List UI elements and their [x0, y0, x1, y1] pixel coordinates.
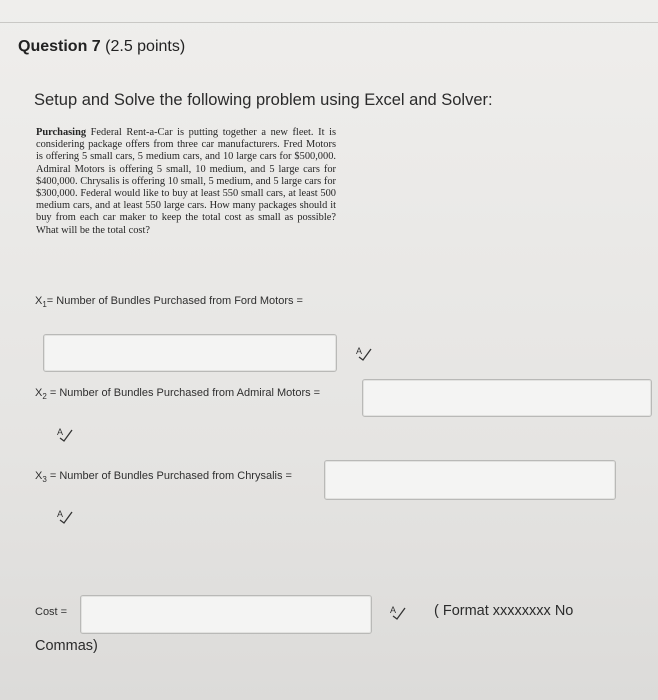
cost-input[interactable] — [80, 595, 372, 634]
problem-body: Federal Rent-a-Car is putting together a new fleet. It is considering package offers from three car manufacturers. Fred Motors is offering 5 small cars, 5 medium cars, and 10 large cars for $500,000. Admiral Motors is offering 5 small, 10 medium, and 5 large cars for $400,000. Chrysalis is offering 10 small, 5 medium, and 5 large cars for $300,000. Federal would like to buy at least 550 small cars, at least 500 medium cars, and at least 550 large cars. How many packages should it buy from each car maker to keep the total cost as small as possible? What will be the total cost? — [36, 127, 336, 236]
x2-text: = Number of Bundles Purchased from Admiral Motors = — [46, 387, 321, 399]
instruction-text: Setup and Solve the following problem using Excel and Solver: — [34, 91, 493, 109]
x1-text: = Number of Bundles Purchased from Ford Motors = — [46, 295, 303, 307]
spellcheck-icon[interactable] — [389, 604, 407, 620]
spellcheck-icon[interactable] — [56, 426, 74, 442]
problem-lead: Purchasing — [36, 127, 87, 138]
svg-text:A: A — [57, 427, 64, 437]
svg-text:A: A — [356, 346, 363, 356]
question-number: Question 7 — [18, 38, 101, 55]
cost-label: Cost = — [35, 606, 68, 618]
question-points: (2.5 points) — [105, 38, 186, 55]
x3-var: X — [35, 470, 43, 482]
x1-var: X — [35, 295, 43, 307]
format-note: ( Format xxxxxxxx No — [434, 603, 574, 619]
format-note-continued: Commas) — [35, 638, 98, 654]
question-title — [18, 38, 185, 56]
svg-text:A: A — [57, 509, 64, 519]
x1-label — [35, 295, 303, 309]
x2-sub: 2 — [42, 392, 47, 402]
x2-var: X — [35, 387, 43, 399]
spellcheck-icon[interactable] — [355, 345, 373, 361]
svg-text:A: A — [390, 605, 397, 615]
spellcheck-icon[interactable] — [56, 508, 74, 524]
x3-text: = Number of Bundles Purchased from Chrysalis = — [46, 470, 292, 482]
x1-input[interactable] — [43, 334, 337, 372]
problem-statement — [36, 127, 336, 237]
top-divider — [0, 22, 658, 23]
x1-sub: 1 — [42, 300, 47, 310]
x2-input[interactable] — [362, 379, 652, 417]
x3-sub: 3 — [42, 475, 47, 485]
x3-input[interactable] — [324, 460, 616, 500]
x3-label — [35, 470, 292, 484]
x2-label — [35, 387, 320, 401]
